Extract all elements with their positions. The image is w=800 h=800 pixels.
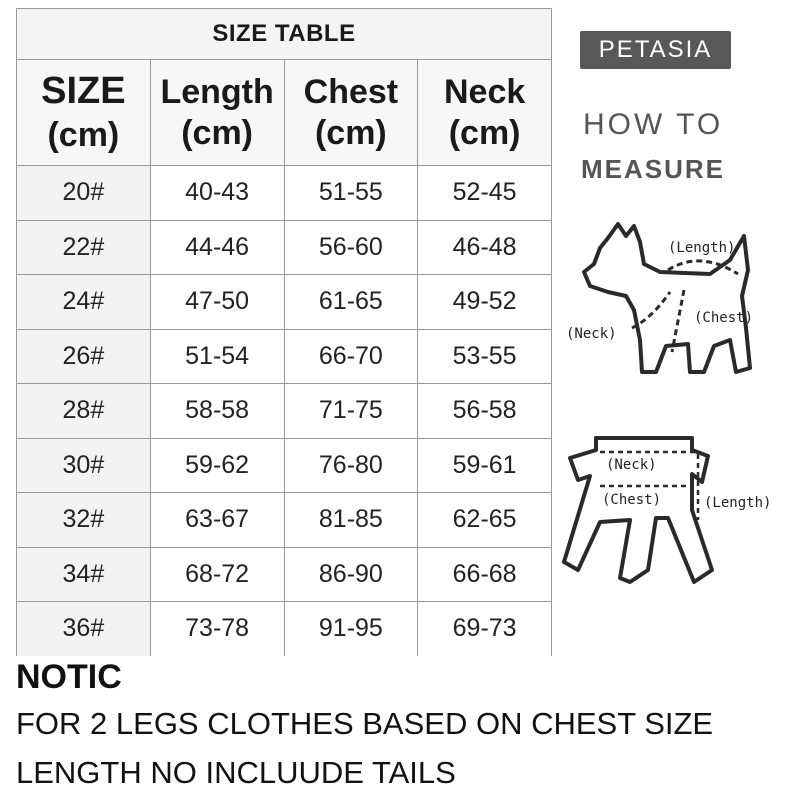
header-chest xyxy=(284,60,418,166)
notice-title: NOTIC xyxy=(16,658,122,696)
cloth-chest-label: (Chest) xyxy=(602,492,662,508)
neck-cell: 62-65 xyxy=(418,493,552,548)
table-row xyxy=(17,220,552,275)
table-title: SIZE TABLE xyxy=(17,9,552,60)
size-cell: 34# xyxy=(17,547,151,602)
size-cell: 26# xyxy=(17,329,151,384)
size-cell: 36# xyxy=(17,602,151,656)
size-cell: 20# xyxy=(17,166,151,221)
dog-length-label: (Length) xyxy=(668,240,736,256)
size-cell: 24# xyxy=(17,275,151,330)
table-row xyxy=(17,602,552,656)
length-cell: 73-78 xyxy=(150,602,284,656)
dog-chest-label: (Chest) xyxy=(694,310,754,326)
cloth-neck-label: (Neck) xyxy=(606,457,657,473)
header-length-unit: (cm) xyxy=(181,113,254,152)
header-row xyxy=(17,60,552,166)
chest-cell: 86-90 xyxy=(284,547,418,602)
header-chest-unit: (cm) xyxy=(314,113,387,152)
chest-cell: 66-70 xyxy=(284,329,418,384)
length-cell: 47-50 xyxy=(150,275,284,330)
length-cell: 58-58 xyxy=(150,384,284,439)
length-cell: 59-62 xyxy=(150,438,284,493)
chest-cell: 71-75 xyxy=(284,384,418,439)
length-cell: 68-72 xyxy=(150,547,284,602)
table-row xyxy=(17,329,552,384)
header-length xyxy=(150,60,284,166)
header-length-label: Length xyxy=(160,72,274,111)
neck-cell: 59-61 xyxy=(418,438,552,493)
header-neck-unit: (cm) xyxy=(448,113,521,152)
neck-cell: 46-48 xyxy=(418,220,552,275)
chest-cell: 51-55 xyxy=(284,166,418,221)
header-neck-label: Neck xyxy=(443,72,526,111)
clothes-measure-diagram xyxy=(560,420,800,595)
dog-neck-label: (Neck) xyxy=(566,326,617,342)
table-row xyxy=(17,275,552,330)
table-row xyxy=(17,493,552,548)
chest-cell: 61-65 xyxy=(284,275,418,330)
table-row xyxy=(17,547,552,602)
dog-measure-diagram xyxy=(560,200,800,390)
neck-cell: 52-45 xyxy=(418,166,552,221)
chest-cell: 56-60 xyxy=(284,220,418,275)
header-chest-label: Chest xyxy=(303,72,399,111)
length-cell: 63-67 xyxy=(150,493,284,548)
table-row xyxy=(17,438,552,493)
chest-cell: 81-85 xyxy=(284,493,418,548)
length-cell: 51-54 xyxy=(150,329,284,384)
size-cell: 22# xyxy=(17,220,151,275)
neck-cell: 53-55 xyxy=(418,329,552,384)
neck-cell: 49-52 xyxy=(418,275,552,330)
size-cell: 32# xyxy=(17,493,151,548)
table-row xyxy=(17,166,552,221)
chest-cell: 91-95 xyxy=(284,602,418,656)
length-cell: 44-46 xyxy=(150,220,284,275)
size-table xyxy=(16,8,552,656)
size-cell: 30# xyxy=(17,438,151,493)
neck-cell: 56-58 xyxy=(418,384,552,439)
table-row xyxy=(17,384,552,439)
notice-line-1: FOR 2 LEGS CLOTHES BASED ON CHEST SIZE xyxy=(16,706,714,741)
header-size xyxy=(17,60,151,166)
neck-cell: 69-73 xyxy=(418,602,552,656)
measure-heading: MEASURE xyxy=(581,154,726,184)
size-cell: 28# xyxy=(17,384,151,439)
header-size-unit: (cm) xyxy=(47,115,120,154)
chest-cell: 76-80 xyxy=(284,438,418,493)
cloth-length-label: (Length) xyxy=(704,495,772,511)
neck-cell: 66-68 xyxy=(418,547,552,602)
header-neck xyxy=(418,60,552,166)
header-size-label: SIZE xyxy=(41,70,126,113)
how-to-heading: HOW TO xyxy=(583,108,724,141)
brand-logo: PETASIA xyxy=(580,31,731,69)
notice-line-2: LENGTH NO INCLUUDE TAILS xyxy=(16,755,456,790)
length-cell: 40-43 xyxy=(150,166,284,221)
